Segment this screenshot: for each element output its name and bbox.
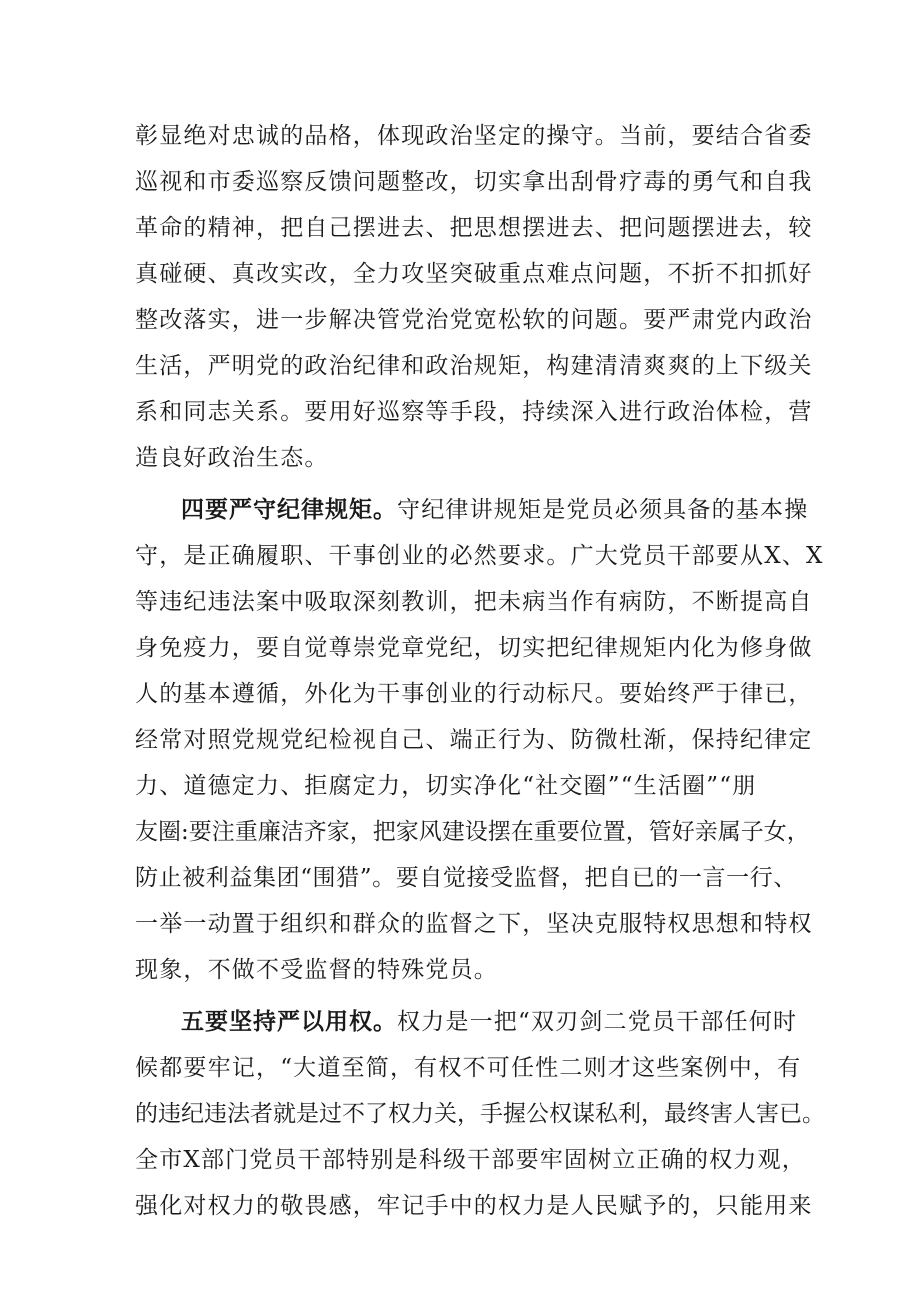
paragraph-2-line-3: 等违纪违法案中吸取深刻教训，把未病当作有病防，不断提高自 bbox=[135, 589, 813, 615]
paragraph-1-line-5: 整改落实，进一步解决管党治党宽松软的问题。要严肃党内政治 bbox=[135, 307, 813, 333]
paragraph-3-line-5: 强化对权力的敬畏感，牢记手中的权力是人民赋予的，只能用来 bbox=[135, 1193, 813, 1219]
paragraph-2-first-line-text: 守纪律讲规矩是党员必须具备的基本操 bbox=[397, 497, 809, 523]
paragraph-2-line-10: 一举一动置于组织和群众的监督之下，坚决克服特权思想和特权 bbox=[135, 911, 813, 937]
paragraph-1-line-6: 生活，严明党的政治纪律和政治规矩，构建清清爽爽的上下级关 bbox=[135, 353, 813, 379]
paragraph-2-line-7: 力、道德定力、拒腐定力，切实净化“社交圈”“生活圈”“朋 bbox=[135, 773, 757, 799]
paragraph-2-line-2: 守，是正确履职、干事创业的必然要求。广大党员干部要从X、X bbox=[135, 543, 824, 569]
paragraph-3-first-line bbox=[181, 1002, 798, 1042]
paragraph-1-line-1: 彰显绝对忠诚的品格，体现政治坚定的操守。当前，要结合省委 bbox=[135, 123, 813, 149]
paragraph-3-line-3: 的违纪违法者就是过不了权力关，手握公权谋私利，最终害人害已。 bbox=[135, 1101, 825, 1127]
paragraph-1-line-3: 革命的精神，把自己摆进去、把思想摆进去、把问题摆进去，较 bbox=[135, 215, 813, 241]
paragraph-2-line-5: 人的基本遵循，外化为干事创业的行动标尺。要始终严于律已， bbox=[135, 681, 813, 707]
paragraph-1-line-4: 真碰硬、真改实改，全力攻坚突破重点难点问题，不折不扣抓好 bbox=[135, 261, 813, 287]
section-heading-four: 四要严守纪律规矩。 bbox=[181, 497, 397, 523]
paragraph-2-line-6: 经常对照党规党纪检视自己、端正行为、防微杜渐，保持纪律定 bbox=[135, 727, 813, 753]
paragraph-2-line-8: 友圈:要注重廉洁齐家，把家风建设摆在重要位置，管好亲属子女， bbox=[135, 819, 810, 845]
paragraph-2-line-9: 防止被利益集团“围猎”。要自觉接受监督，把自已的一言一行、 bbox=[135, 865, 797, 891]
paragraph-2-first-line bbox=[181, 490, 809, 530]
paragraph-1-line-2: 巡视和市委巡察反馈问题整改，切实拿出刮骨疗毒的勇气和自我 bbox=[135, 169, 813, 195]
paragraph-3-line-4: 全市X部门党员干部特别是科级干部要牢固树立正确的权力观， bbox=[135, 1147, 806, 1173]
section-heading-five: 五要坚持严以用权。 bbox=[181, 1009, 397, 1035]
paragraph-3-first-line-text: 权力是一把“双刃剑二党员干部任何时 bbox=[397, 1009, 798, 1035]
paragraph-1-line-7: 系和同志关系。要用好巡察等手段，持续深入进行政治体检，营 bbox=[135, 399, 813, 425]
paragraph-3-line-2: 候都要牢记，“大道至简，有权不可任性二则才这些案例中，有 bbox=[135, 1055, 802, 1081]
paragraph-2-line-11: 现象，不做不受监督的特殊党员。 bbox=[135, 957, 498, 983]
paragraph-2-line-4: 身免疫力，要自觉尊崇党章党纪，切实把纪律规矩内化为修身做 bbox=[135, 635, 813, 661]
paragraph-1-line-8: 造良好政治生态。 bbox=[135, 445, 329, 471]
